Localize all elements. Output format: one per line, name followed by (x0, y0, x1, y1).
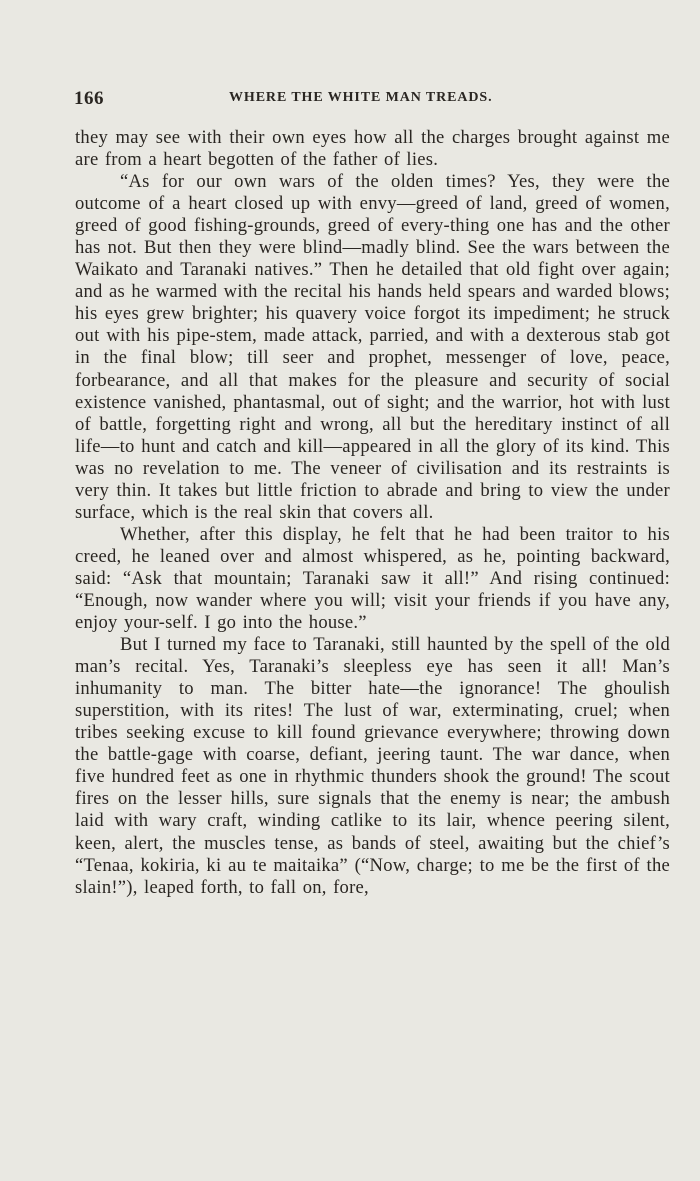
page-number: 166 (74, 88, 104, 109)
running-title: WHERE THE WHITE MAN TREADS. (229, 90, 493, 105)
paragraph-continued: they may see with their own eyes how all the charges brought against me are from a heart begotten of the father of lies. (75, 127, 670, 171)
body-text (75, 127, 670, 899)
paragraph: But I turned my face to Taranaki, still haunted by the spell of the old man’s recital. Yes, Taranaki’s sleepless eye has seen it all! Man’s inhumanity to man. The bitter hate—the ignorance! The ghoulish superstition, with its rites! The lust of war, exterminating, cruel; when tribes seeking excuse to kill found grievance everywhere; throwing down the battle-gage with coarse, defiant, jeering taunt. The war dance, when five hundred feet as one in rhythmic thunders shook the ground! The scout fires on the lesser hills, sure signals that the enemy is near; the ambush laid with wary craft, winding catlike to its lair, whence peering silent, keen, alert, the muscles tense, as bands of steel, awaiting but the chief’s “Tenaa, kokiria, ki au te maitaika” (“Now, charge; to me be the first of the slain!”), leaped forth, to fall on, fore, (75, 634, 670, 898)
running-head (74, 86, 670, 114)
paragraph: Whether, after this display, he felt that he had been traitor to his creed, he leaned over and almost whispered, as he, pointing backward, said: “Ask that mountain; Taranaki saw it all!” And rising continued: “Enough, now wander where you will; visit your friends if you have any, enjoy your-self. I go into the house.” (75, 523, 670, 634)
paragraph: “As for our own wars of the olden times? Yes, they were the outcome of a heart closed up with envy—greed of land, greed of women, greed of good fishing-grounds, greed of every-thing one has and the other has not. But then they were blind—madly blind. See the wars between the Waikato and Taranaki natives.” Then he detailed that old fight over again; and as he warmed with the recital his hands held spears and warded blows; his eyes grew brighter; his quavery voice forgot its impediment; he struck out with his pipe-stem, made attack, parried, and with a dexterous stab got in the final blow; till seer and prophet, messenger of love, peace, forbearance, and all that makes for the pleasure and security of social existence vanished, phantasmal, out of sight; and the warrior, hot with lust of battle, forgetting right and wrong, all but the hereditary instinct of all life—to hunt and catch and kill—appeared in all the glory of its kind. This was no revelation to me. The veneer of civilisation and its restraints is very thin. It takes but little friction to abrade and bring to view the under surface, which is the real skin that covers all. (75, 171, 670, 523)
